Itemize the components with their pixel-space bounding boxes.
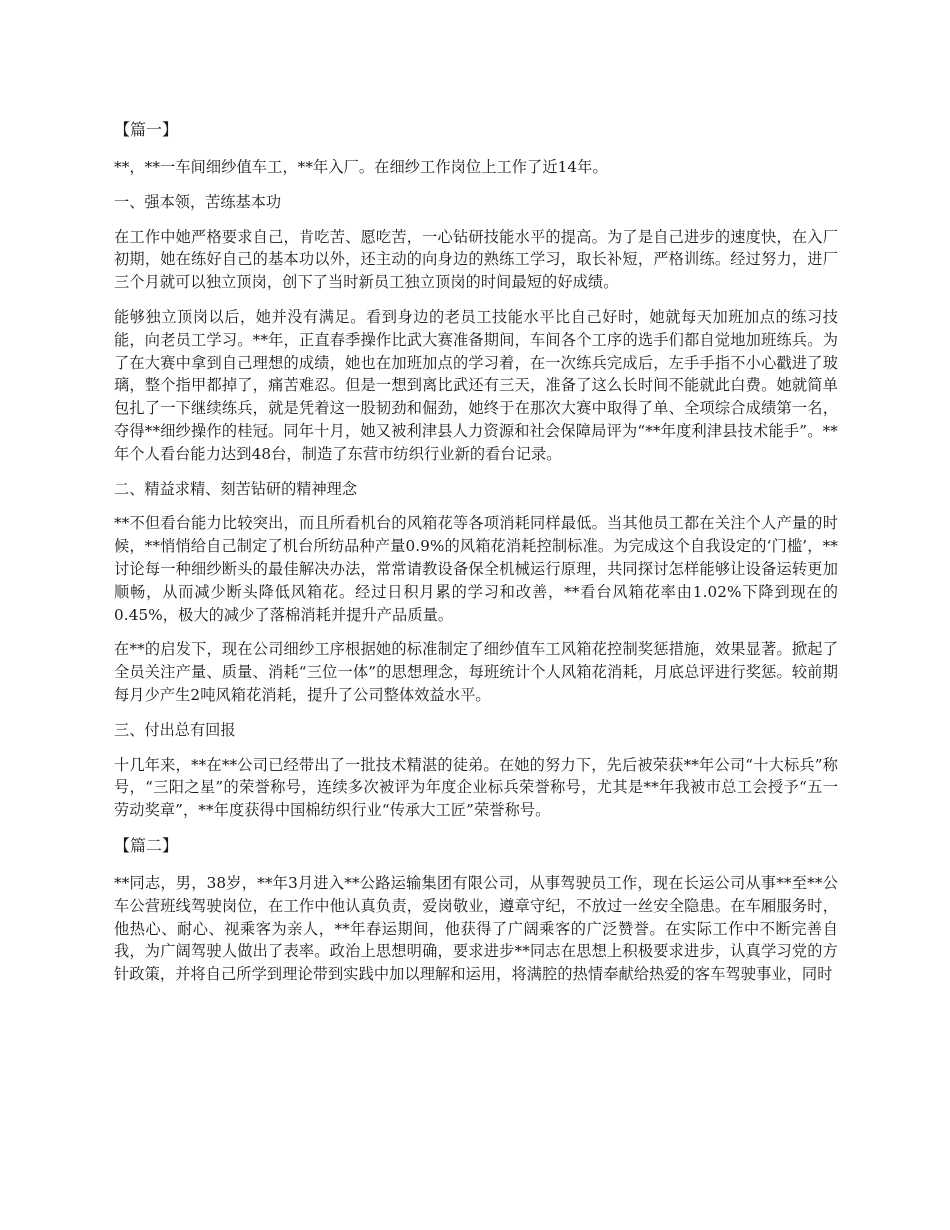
paragraph: **不但看台能力比较突出，而且所看机台的风箱花等各项消耗同样最低。当其他员工都在关注个人产量的时候，**悄悄给自己制定了机台所纺品种产量0.9%的风箱花消耗控制标准。为完成这个自我设定的‘门槛’，**讨论每一种细纱断头的最佳解决办法，常常请教设备保全机械运行原理，共同探讨怎样能够让设备运转更加顺畅，从而减少断头降低风箱花。经过日积月累的学习和改善，**看台风箱花率由1.02%下降到现在的0.45%，极大的减少了落棉消耗并提升产品质量。 bbox=[114, 514, 838, 624]
part-heading: 【篇一】 bbox=[114, 120, 179, 139]
paragraph: 在工作中她严格要求自己，肯吃苦、愿吃苦，一心钻研技能水平的提高。为了是自己进步的速度快，在入厂初期，她在练好自己的基本功以外，还主动的向身边的熟练工学习，取长补短，严格训练。经过努力，进厂三个月就可以独立顶岗，创下了当时新员工独立顶岗的时间最短的好成绩。 bbox=[114, 227, 838, 292]
paragraph: 能够独立顶岗以后，她并没有满足。看到身边的老员工技能水平比自己好时，她就每天加班加点的练习技能，向老员工学习。**年，正直春季操作比武大赛准备期间，车间各个工序的选手们都自觉地加班练兵。为了在大赛中拿到自己理想的成绩，她也在加班加点的学习着，在一次练兵完成后，左手手指不小心戳进了玻璃，整个指甲都掉了，痛苦难忍。但是一想到离比武还有三天，准备了这么长时间不能就此白费。她就简单包扎了一下继续练兵，就是凭着这一股韧劲和倔劲，她终于在那次大赛中取得了单、全项综合成绩第一名，夺得**细纱操作的桂冠。同年十月，她又被利津县人力资源和社会保障局评为“**年度利津县技术能手”。**年个人看台能力达到48台，制造了东营市纺织行业新的看台记录。 bbox=[114, 307, 838, 463]
document-page bbox=[114, 118, 838, 998]
paragraph: 在**的启发下，现在公司细纱工序根据她的标准制定了细纱值车工风箱花控制奖惩措施，效果显著。掀起了全员关注产量、质量、消耗“三位一体”的思想理念，每班统计个人风箱花消耗，月底总评进行奖惩。较前期每月少产生2吨风箱花消耗，提升了公司整体效益水平。 bbox=[114, 640, 838, 704]
paragraph: 十几年来，**在**公司已经带出了一批技术精湛的徒弟。在她的努力下，先后被荣获**年公司“十大标兵”称号，“三阳之星”的荣誉称号，连续多次被评为年度企业标兵荣誉称号，尤其是**年我被市总工会授予“五一劳动奖章”，**年度获得中国棉纺织行业“传承大工匠”荣誉称号。 bbox=[114, 755, 838, 820]
paragraph: **，**一车间细纱值车工，**年入厂。在细纱工作岗位上工作了近14年。 bbox=[114, 158, 608, 176]
section-title: 三、付出总有回报 bbox=[114, 720, 236, 739]
section-title: 二、精益求精、刻苦钻研的精神理念 bbox=[114, 479, 357, 498]
part-heading: 【篇二】 bbox=[114, 835, 179, 855]
paragraph: **同志，男，38岁，**年3月进入**公路运输集团有限公司，从事驾驶员工作，现在长运公司从事**至**公车公营班线驾驶岗位，在工作中他认真负责，爱岗敬业，遵章守纪，不放过一丝安全隐患。在车厢服务时，他热心、耐心、视乘客为亲人，**年春运期间，他获得了广阔乘客的广泛赞誉。在实际工作中不断完善自我，为广阔驾驶人做出了表率。政治上思想明确，要求进步**同志在思想上积极要求进步，认真学习党的方针政策，并将自己所学到理论带到实践中加以理解和运用，将满腔的热情奉献给热爱的客车驾驶事业，同时 bbox=[114, 873, 838, 984]
section-title: 一、强本领，苦练基本功 bbox=[114, 192, 282, 211]
